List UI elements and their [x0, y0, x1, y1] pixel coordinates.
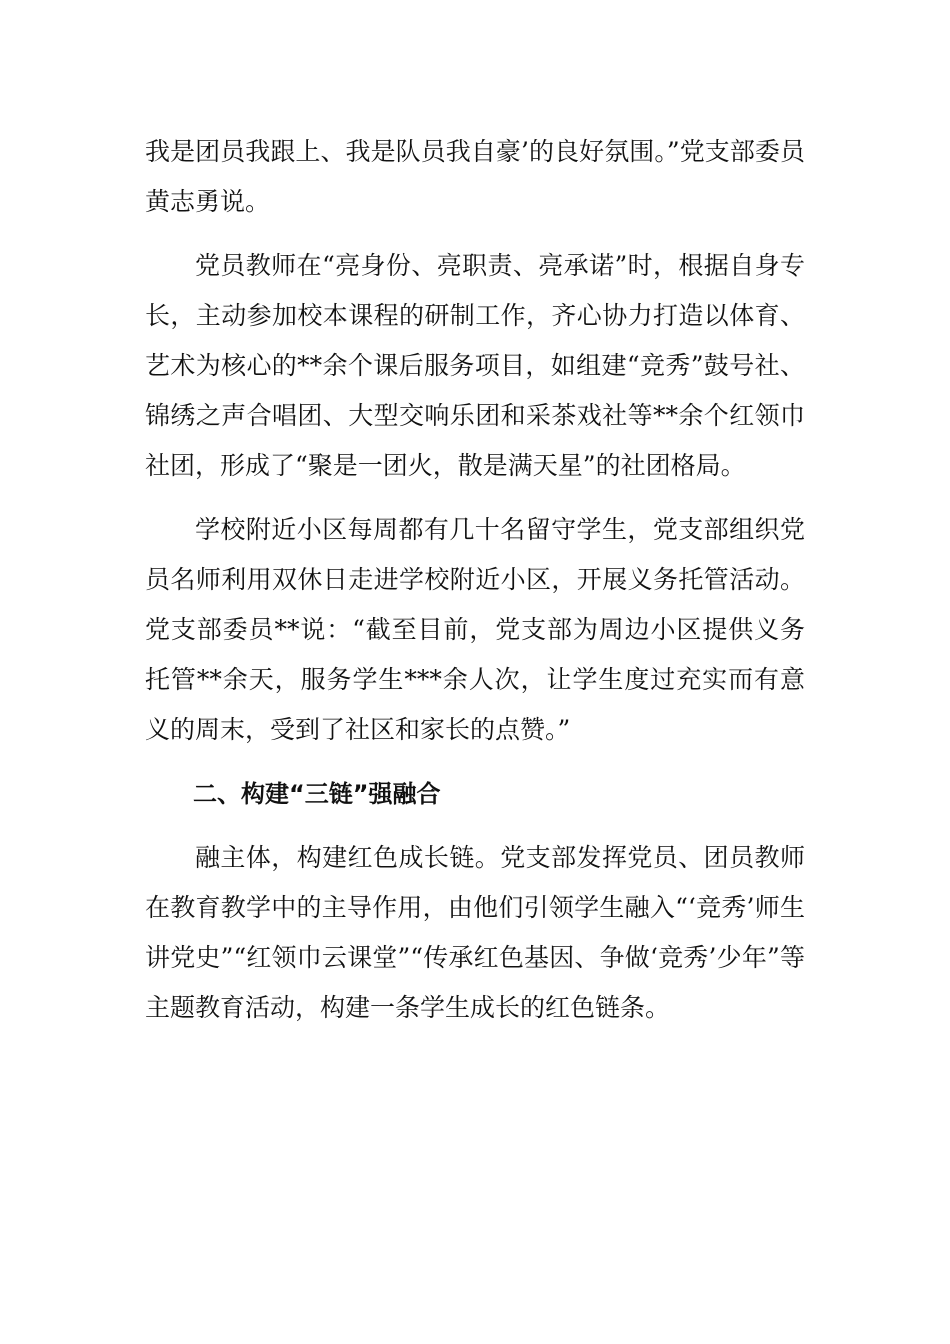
- paragraph-continuation: 我是团员我跟上、我是队员我自豪’的良好氛围。”党支部委员黄志勇说。: [145, 137, 805, 216]
- document-body: [145, 127, 805, 1047]
- paragraph-red-chain: 融主体，构建红色成长链。党支部发挥党员、团员教师在教育教学中的主导作用，由他们引领学生融入“‘竞秀’师生讲党史”“红领巾云课堂”“传承红色基因、争做‘竞秀’少年”等主题教育活动，构建一条学生成长的红色链条。: [145, 843, 805, 1022]
- paragraph-community: 学校附近小区每周都有几十名留守学生，党支部组织党员名师利用双休日走进学校附近小区，开展义务托管活动。党支部委员**说：“截至目前，党支部为周边小区提供义务托管**余天，服务学生***余人次，让学生度过充实而有意义的周末，受到了社区和家长的点赞。”: [145, 515, 805, 744]
- paragraph-teachers: 党员教师在“亮身份、亮职责、亮承诺”时，根据自身专长，主动参加校本课程的研制工作，齐心协力打造以体育、艺术为核心的**余个课后服务项目，如组建“竞秀”鼓号社、锦绣之声合唱团、大型交响乐团和采茶戏社等**余个红领巾社团，形成了“聚是一团火，散是满天星”的社团格局。: [145, 251, 805, 480]
- section-heading: 二、构建“三链”强融合: [193, 780, 441, 808]
